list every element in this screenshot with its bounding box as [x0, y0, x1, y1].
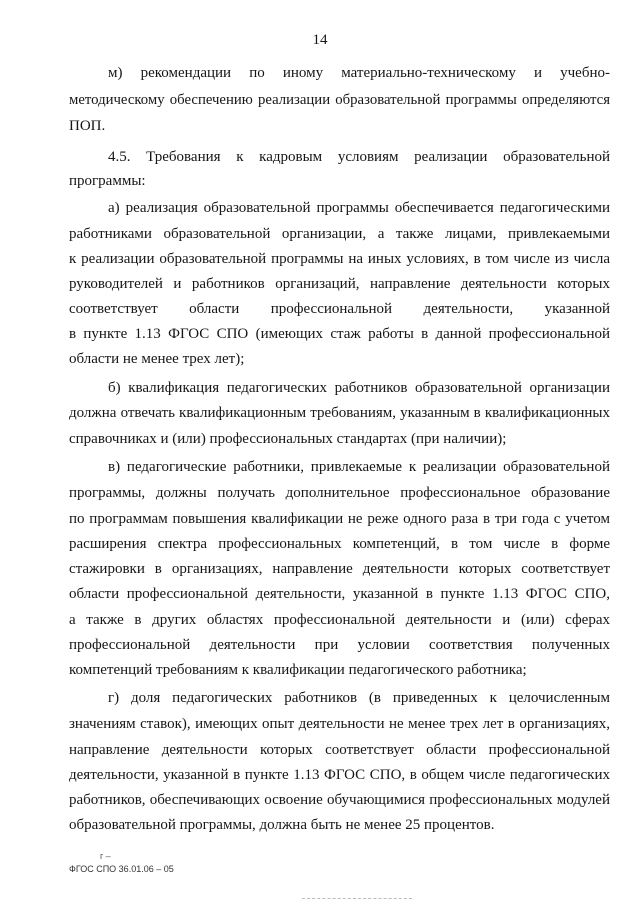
text-line-m-1: м) рекомендации по иному материально-техническому и учебно-	[108, 65, 610, 81]
text-line-b-2: должна отвечать квалификационным требованиям, указанным в квалификационных	[69, 405, 610, 421]
text-line-v-3: по программам повышения квалификации не реже одного раза в три года с учетом	[69, 511, 610, 527]
text-line-v-1: в) педагогические работники, привлекаемые к реализации образовательной	[108, 459, 610, 475]
text-line-a-7: области не менее трех лет);	[69, 351, 245, 367]
bottom-divider	[302, 898, 412, 899]
text-line-a-5: соответствует области профессиональной деятельности, указанной	[69, 301, 610, 317]
text-line-a-2: работниками образовательной организации, а также лицами, привлекаемыми	[69, 226, 610, 242]
text-line-g-6: образовательной программы, должна быть не менее 25 процентов.	[69, 817, 495, 833]
text-line-b-3: справочниках и (или) профессиональных стандартах (при наличии);	[69, 431, 507, 447]
footer-handwritten-mark: г –	[100, 851, 111, 861]
text-line-v-4: расширения спектра профессиональных компетенций, в том числе в форме	[69, 536, 610, 552]
text-line-g-4: деятельности, указанной в пункте 1.13 ФГОС СПО, в общем числе педагогических	[69, 767, 610, 783]
text-line-v-5: стажировки в организациях, направление деятельности которых соответствует	[69, 561, 610, 577]
text-line-g-3: направление деятельности которых соответствует области профессиональной	[69, 742, 610, 758]
text-line-g-5: работников, обеспечивающих освоение обучающимися профессиональных модулей	[69, 792, 610, 808]
text-line-v-8: профессиональной деятельности при условии соответствия полученных	[69, 637, 610, 653]
text-line-v-6: области профессиональной деятельности, указанной в пункте 1.13 ФГОС СПО,	[69, 586, 610, 602]
footer-document-code: ФГОС СПО 36.01.06 – 05	[69, 864, 174, 874]
text-line-v-9: компетенций требованиям к квалификации педагогического работника;	[69, 662, 527, 678]
text-line-m-2: методическому обеспечению реализации образовательной программы определяются	[69, 92, 610, 108]
page-number: 14	[312, 32, 328, 48]
text-line-a-6: в пункте 1.13 ФГОС СПО (имеющих стаж работы в данной профессиональной	[69, 326, 610, 342]
text-line-m-3: ПОП.	[69, 118, 106, 134]
section-4-5-heading-1: 4.5. Требования к кадровым условиям реализации образовательной	[108, 149, 610, 165]
text-line-v-2: программы, должны получать дополнительное профессиональное образование	[69, 485, 610, 501]
text-line-g-2: значениям ставок), имеющих опыт деятельности не менее трех лет в организациях,	[69, 716, 610, 732]
text-line-a-3: к реализации образовательной программы на иных условиях, в том числе из числа	[69, 251, 610, 267]
section-4-5-heading-2: программы:	[69, 173, 146, 189]
text-line-b-1: б) квалификация педагогических работников образовательной организации	[108, 380, 610, 396]
text-line-g-1: г) доля педагогических работников (в приведенных к целочисленным	[108, 690, 610, 706]
text-line-a-4: руководителей и работников организаций, направление деятельности которых	[69, 276, 610, 292]
text-line-v-7: а также в других областях профессиональной деятельности и (или) сферах	[69, 612, 610, 628]
text-line-a-1: а) реализация образовательной программы обеспечивается педагогическими	[108, 200, 610, 216]
